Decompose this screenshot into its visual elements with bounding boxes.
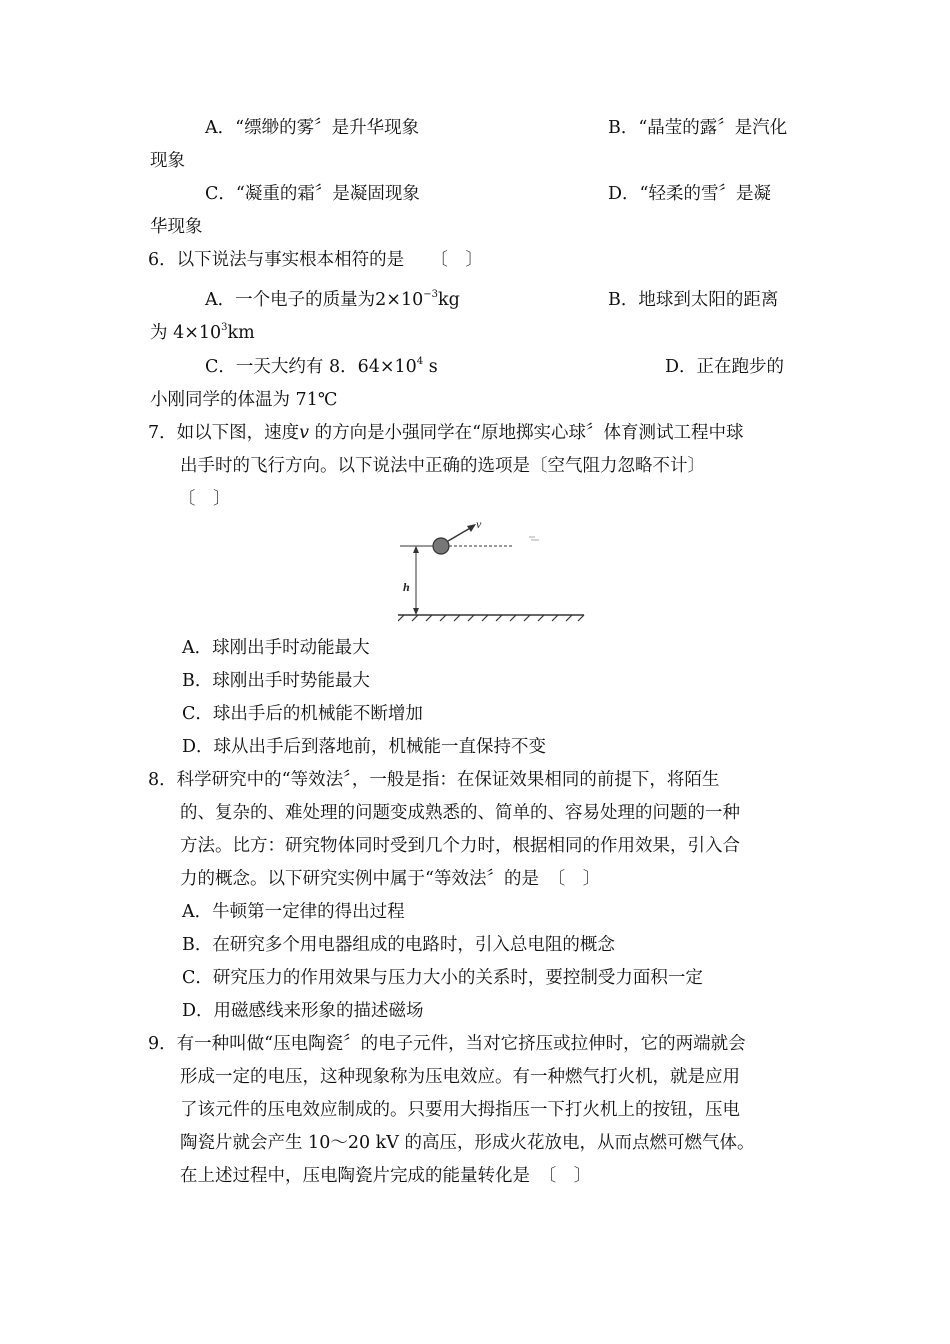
q6-option-b-text: 为 4×10 (150, 323, 222, 343)
q6-option-c-exponent: 4 (416, 356, 424, 368)
q7-option-b: B．球刚出手时势能最大 (182, 671, 370, 691)
q5-option-b: B．“晶莹的露〞是汽化 (608, 118, 788, 138)
q6-option-a-unit: kg (437, 290, 460, 310)
q8-option-d: D．用磁感线来形象的描述磁场 (182, 1001, 424, 1021)
q8-stem-line4: 力的概念。以下研究实例中属于“等效法〞的是 〔 〕 (180, 869, 601, 889)
height-arrow-bottom (413, 608, 419, 615)
q6-option-d-continued: 小刚同学的体温为 71℃ (150, 390, 338, 410)
velocity-arrow (448, 527, 472, 541)
q5-option-d: D．“轻柔的雪〞是凝 (608, 184, 771, 204)
q6-option-b-continued (150, 321, 255, 345)
q5-option-b-continued: 现象 (150, 151, 185, 171)
q6-stem: 6．以下说法与事实根本相符的是 〔 〕 (148, 250, 483, 270)
q7-velocity-symbol: v (299, 423, 310, 443)
q6-option-c-unit: s (423, 357, 438, 377)
scan-speck (529, 537, 539, 540)
q6-option-c (205, 355, 438, 379)
height-label: h (403, 580, 410, 594)
q8-stem-line2: 的、复杂的、难处理的问题变成熟悉的、简单的、容易处理的问题的一种 (180, 803, 740, 823)
q7-stem-text-rest: 的方向是小强同学在“原地掷实心球〞体育测试工程中球 (309, 423, 744, 443)
q8-option-b: B．在研究多个用电器组成的电路时，引入总电阻的概念 (182, 935, 615, 955)
q8-stem-line1: 8．科学研究中的“等效法〞，一般是指：在保证效果相同的前提下，将陌生 (148, 770, 720, 790)
q6-option-a-exponent: −3 (423, 289, 438, 301)
q6-option-c-text: C．一天大约有 8．64×10 (205, 357, 417, 377)
q9-stem-line2: 形成一定的电压，这种现象称为压电效应。有一种燃气打火机，就是应用 (180, 1067, 740, 1087)
q9-stem-line1: 9．有一种叫做“压电陶瓷〞的电子元件，当对它挤压或拉伸时，它的两端就会 (148, 1034, 746, 1054)
q7-answer-bracket: 〔 〕 (178, 489, 231, 509)
velocity-arrowhead (467, 524, 476, 532)
q8-stem-line3: 方法。比方：研究物体同时受到几个力时，根据相同的作用效果，引入合 (180, 836, 740, 856)
q6-option-b-unit: km (227, 323, 255, 343)
q8-option-c: C．研究压力的作用效果与压力大小的关系时，要控制受力面积一定 (182, 968, 703, 988)
q7-stem-text: 7．如以下图，速度 (148, 423, 300, 443)
q5-option-a: A．“缥缈的雾〞是升华现象 (205, 118, 420, 138)
ground-hatching (398, 615, 584, 621)
q7-stem-line1 (148, 421, 744, 445)
q7-figure (398, 515, 588, 627)
q7-option-a: A．球刚出手时动能最大 (182, 638, 370, 658)
height-arrow-top (413, 546, 419, 553)
velocity-label: v (476, 517, 482, 531)
q8-option-a: A．牛顿第一定律的得出过程 (182, 902, 405, 922)
q5-option-d-continued: 华现象 (150, 217, 203, 237)
q7-option-d: D．球从出手后到落地前，机械能一直保持不变 (182, 737, 547, 757)
q6-option-a-base: 2×10 (375, 290, 424, 310)
q9-stem-line5: 在上述过程中，压电陶瓷片完成的能量转化是 〔 〕 (180, 1166, 592, 1186)
ball (433, 538, 449, 554)
q6-option-b-exponent: 3 (221, 322, 228, 334)
q9-stem-line3: 了该元件的压电效应制成的。只要用大拇指压一下打火机上的按钮，压电 (180, 1100, 740, 1120)
q6-option-a (205, 288, 460, 312)
q7-stem-line2: 出手时的飞行方向。以下说法中正确的选项是〔空气阻力忽略不计〕 (180, 456, 705, 476)
q7-option-c: C．球出手后的机械能不断增加 (182, 704, 423, 724)
q6-option-a-text: A．一个电子的质量为 (205, 290, 376, 310)
q5-option-c: C．“凝重的霜〞是凝固现象 (205, 184, 420, 204)
q9-stem-line4: 陶瓷片就会产生 10～20 kV 的高压，形成火花放电，从而点燃可燃气体。 (180, 1133, 755, 1153)
q6-option-d: D．正在跑步的 (665, 357, 785, 377)
q6-option-b: B．地球到太阳的距离 (608, 290, 779, 310)
